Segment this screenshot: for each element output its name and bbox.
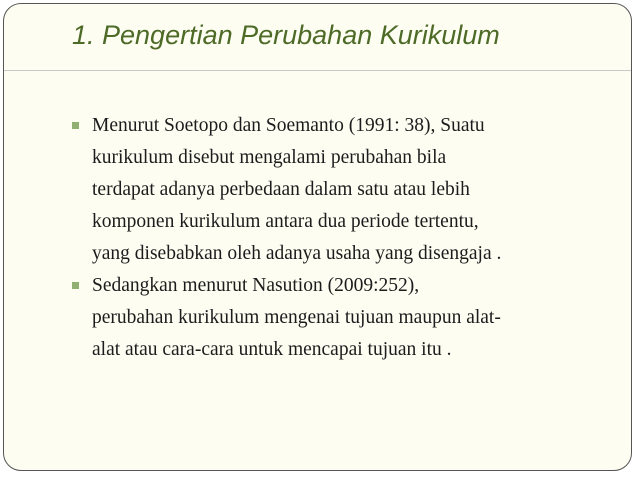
bullet-item — [72, 270, 612, 366]
bullet-list — [72, 110, 612, 366]
title-band — [4, 4, 631, 71]
bullet-text-line: kurikulum disebut mengalami perubahan bila — [92, 147, 447, 168]
bullet-text-line: perubahan kurikulum mengenai tujuan maupun alat- — [92, 307, 501, 328]
bullet-text-line: alat atau cara-cara untuk mencapai tujuan itu . — [92, 339, 452, 360]
bullet-text-line: terdapat adanya perbedaan dalam satu atau lebih — [92, 179, 470, 200]
bullet-text-line: komponen kurikulum antara dua periode tertentu, — [92, 211, 479, 232]
slide-title: 1. Pengertian Perubahan Kurikulum — [72, 20, 500, 50]
bullet-text-line: Sedangkan menurut Nasution (2009:252), — [92, 275, 420, 296]
square-bullet-icon — [72, 282, 79, 289]
slide-frame — [3, 3, 632, 471]
bullet-item — [72, 110, 612, 270]
bullet-text-line: yang disebabkan oleh adanya usaha yang disengaja . — [92, 243, 502, 264]
square-bullet-icon — [72, 122, 79, 129]
bullet-text-line: Menurut Soetopo dan Soemanto (1991: 38), Suatu — [92, 115, 485, 136]
